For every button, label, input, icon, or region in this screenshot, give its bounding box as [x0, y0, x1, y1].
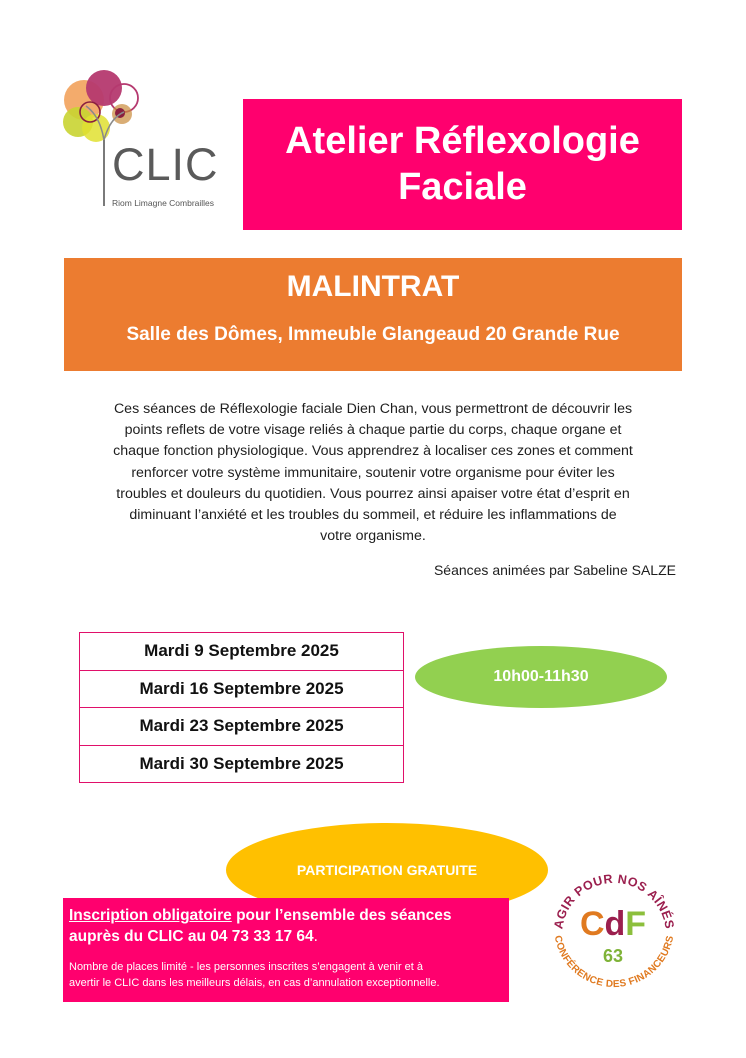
inscription-line1-rest: pour l’ensemble des séances [231, 907, 452, 924]
date-row: Mardi 16 Septembre 2025 [80, 671, 403, 709]
title-banner [243, 99, 682, 230]
inscription-box [63, 898, 509, 1002]
description [70, 399, 676, 547]
inscription-mandatory: Inscription obligatoire [69, 907, 232, 924]
description-line: diminuant l’anxiété et les troubles du sommeil, et réduire les inflammations de [129, 507, 617, 524]
participation-label: PARTICIPATION GRATUITE [296, 862, 478, 878]
location-banner [64, 258, 682, 371]
description-line: Ces séances de Réflexologie faciale Dien Chan, vous permettront de découvrir les [113, 401, 633, 417]
cdf-badge [540, 855, 686, 1001]
title-line-2: Faciale [398, 165, 527, 208]
inscription-note-line: Nombre de places limité - les personnes inscrites s’engagent à venir et à [69, 961, 424, 973]
time-badge: 10h00-11h30 [415, 646, 667, 708]
animator-credit: Séances animées par Sabeline SALZE [433, 562, 676, 578]
inscription-period: . [313, 928, 318, 945]
description-line: points reflets de votre visage reliés à chaque partie du corps, chaque organe et [124, 422, 622, 439]
clic-logo-text: CLIC [112, 139, 219, 190]
badge-top-arc: AGIR POUR NOS AÎNÉS [551, 871, 677, 931]
description-line: renforcer votre système immunitaire, soutenir votre organisme pour éviter les [131, 464, 615, 481]
description-line: chaque fonction physiologique. Vous apprendrez à localiser ces zones et comment [113, 443, 633, 460]
inscription-phone-line: auprès du CLIC au 04 73 33 17 64 [69, 928, 314, 945]
badge-number: 63 [602, 946, 624, 966]
inscription-text [69, 905, 451, 947]
title-line-1: Atelier Réflexologie [285, 119, 640, 162]
date-row: Mardi 30 Septembre 2025 [80, 746, 403, 784]
dates-table [79, 632, 404, 783]
badge-logo-text: CdF [579, 905, 647, 943]
description-line: votre organisme. [320, 528, 426, 545]
inscription-note-line: avertir le CLIC dans les meilleurs délais, en cas d’annulation exceptionnelle. [69, 976, 440, 989]
description-line: troubles et douleurs du quotidien. Vous pourrez ainsi apaiser votre état d’esprit en [116, 485, 630, 502]
location-address: Salle des Dômes, Immeuble Glangeaud 20 Grande Rue [126, 324, 620, 345]
date-row: Mardi 23 Septembre 2025 [80, 708, 403, 746]
clic-logo-subtitle: Riom Limagne Combrailles [112, 198, 215, 208]
inscription-note [69, 960, 505, 991]
location-city: MALINTRAT [286, 270, 460, 303]
date-row: Mardi 9 Septembre 2025 [80, 633, 403, 671]
badge-bottom-arc: CONFÉRENCE DES FINANCEURS [551, 934, 677, 991]
